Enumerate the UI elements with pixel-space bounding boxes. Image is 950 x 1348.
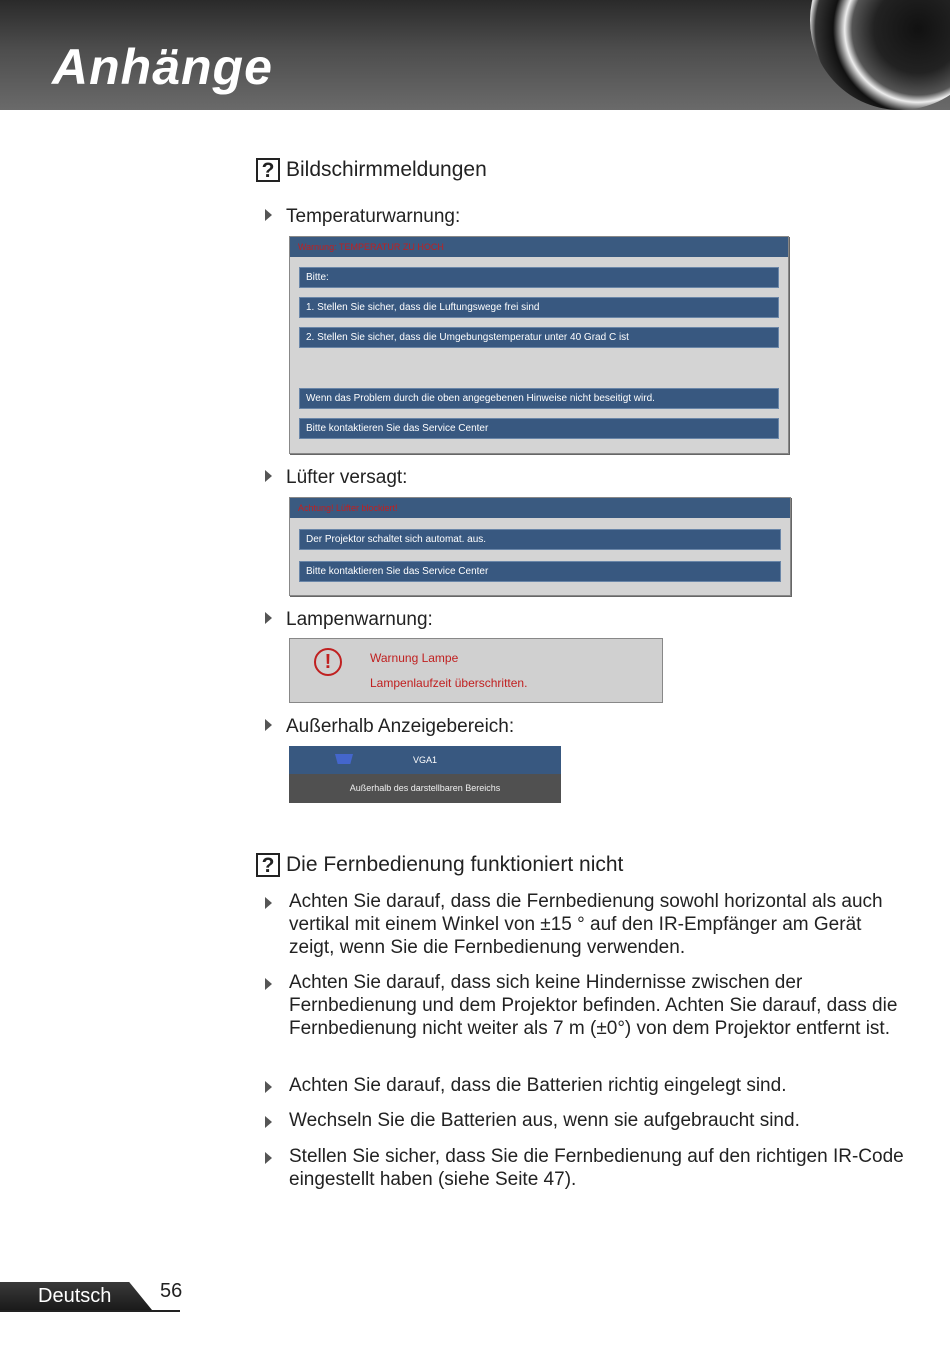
language-label: Deutsch [38, 1285, 112, 1307]
osd-row: 2. Stellen Sie sicher, dass die Umgebungstemperatur unter 40 Grad C ist [299, 327, 779, 348]
triangle-bullet-icon [265, 612, 272, 624]
bullet-lamp [265, 609, 433, 631]
list-item: Achten Sie darauf, dass sich keine Hindernisse zwischen der Fernbedienung und dem Projektor befinden. Achten Sie darauf, dass die Fernbedienung nicht weiter als 7 m (±0°) von dem Projektor entfernt ist. [265, 971, 905, 1040]
bullet-out-of-range [265, 716, 514, 738]
triangle-bullet-icon [265, 470, 272, 482]
osd-row: Bitte kontaktieren Sie das Service Center [299, 561, 781, 582]
out-of-range-osd [289, 746, 561, 803]
osd-title: Warnung: TEMPERATUR ZU HOCH [290, 237, 788, 257]
vga-connector-icon [335, 754, 353, 764]
bullet-label: Lampenwarnung: [286, 609, 433, 630]
section-heading-messages [256, 158, 487, 182]
triangle-bullet-icon [265, 897, 272, 909]
section-heading-remote [256, 853, 623, 877]
osd-title: Achtung! Lüfter blockiert! [290, 498, 790, 518]
source-label: VGA1 [413, 755, 438, 765]
page-footer [0, 1280, 183, 1312]
osd-row: 1. Stellen Sie sicher, dass die Luftungswege frei sind [299, 297, 779, 318]
lamp-warning-text: Lampenlaufzeit überschritten. [370, 676, 528, 690]
footer-divider [0, 1310, 180, 1312]
osd-row: Der Projektor schaltet sich automat. aus. [299, 529, 781, 550]
temperature-warning-osd [289, 236, 789, 454]
page-header [0, 0, 950, 110]
bullet-temperature [265, 206, 460, 228]
page-number: 56 [160, 1280, 183, 1302]
bullet-label: Lüfter versagt: [286, 467, 408, 488]
exclamation-icon: ! [314, 648, 342, 676]
bullet-label: Außerhalb Anzeigebereich: [286, 716, 515, 737]
out-of-range-message: Außerhalb des darstellbaren Bereichs [289, 774, 561, 803]
triangle-bullet-icon [265, 1116, 272, 1128]
lamp-warning-title: Warnung Lampe [370, 651, 459, 665]
question-icon: ? [256, 158, 280, 182]
bullet-fan [265, 467, 407, 489]
osd-row: Bitte: [299, 267, 779, 288]
triangle-bullet-icon [265, 209, 272, 221]
triangle-bullet-icon [265, 719, 272, 731]
lamp-warning-osd [289, 638, 663, 703]
osd-row: Wenn das Problem durch die oben angegebenen Hinweise nicht beseitigt wird. [299, 388, 779, 409]
list-item: Achten Sie darauf, dass die Fernbedienung sowohl horizontal als auch vertikal mit einem Winkel von ±15 ° auf den IR-Empfänger am Gerät zeigt, wenn Sie die Fernbedienung verwenden. [265, 890, 905, 959]
triangle-bullet-icon [265, 1081, 272, 1093]
list-item: Achten Sie darauf, dass die Batterien richtig eingelegt sind. [265, 1074, 905, 1097]
fan-failure-osd [289, 497, 791, 596]
list-item: Stellen Sie sicher, dass Sie die Fernbedienung auf den richtigen IR-Code eingestellt haben (siehe Seite 47). [265, 1145, 905, 1191]
section-title: Bildschirmmeldungen [286, 158, 487, 181]
triangle-bullet-icon [265, 1152, 272, 1164]
section-title: Die Fernbedienung funktioniert nicht [286, 853, 624, 876]
list-item: Wechseln Sie die Batterien aus, wenn sie aufgebraucht sind. [265, 1109, 905, 1132]
question-icon: ? [256, 853, 280, 877]
osd-row: Bitte kontaktieren Sie das Service Center [299, 418, 779, 439]
lens-graphic [810, 0, 950, 110]
page-title: Anhänge [52, 39, 273, 95]
bullet-label: Temperaturwarnung: [286, 206, 461, 227]
triangle-bullet-icon [265, 978, 272, 990]
